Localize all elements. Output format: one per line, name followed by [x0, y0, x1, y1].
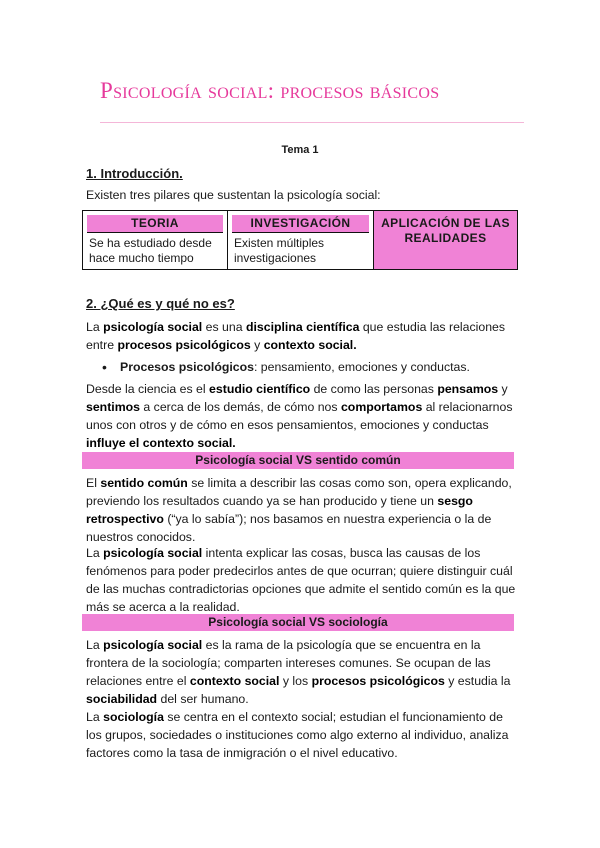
pillar-head: INVESTIGACIÓN	[232, 215, 369, 233]
text-run: es una	[202, 320, 246, 334]
text-run: Desde la ciencia es el	[86, 382, 210, 396]
bold-run: psicología social	[103, 320, 203, 334]
text-run: La	[86, 320, 104, 334]
bold-run: sociología	[103, 710, 164, 724]
section-heading-definition: 2. ¿Qué es y qué no es?	[86, 296, 235, 311]
list-item	[86, 358, 518, 376]
text-run: se limita a describir las cosas como son, opera explicando, previendo los resultados cuando ya se han producido y tiene un	[86, 476, 512, 508]
pillar-text	[380, 246, 511, 249]
bold-run: pensamos	[437, 382, 499, 396]
text-run: de como las personas	[310, 382, 438, 396]
definition-paragraph-1	[86, 318, 518, 354]
text-run: (“ya lo sabía”); nos basamos en nuestra experiencia o la de nuestros conocidos.	[86, 512, 492, 544]
text-run: : pensamiento, emociones y conductas.	[253, 360, 470, 374]
bold-run: sociabilidad	[86, 692, 158, 706]
bold-run: comportamos	[340, 400, 423, 414]
pillar-head: APLICACIÓN DE LAS REALIDADES	[381, 216, 510, 245]
title-divider	[100, 122, 524, 123]
text-run: La	[86, 638, 104, 652]
text-run: al relacionarnos unos con otros y de cómo en esos pensamientos, emociones y conductas	[86, 400, 513, 432]
definition-paragraph-2	[86, 380, 518, 452]
intro-lead: Existen tres pilares que sustentan la psicología social:	[86, 188, 381, 202]
bold-run: procesos psicológicos	[311, 674, 445, 688]
text-run: La	[86, 546, 104, 560]
pillar-research	[227, 211, 373, 269]
text-run: y los	[279, 674, 312, 688]
document-subtitle: Tema 1	[281, 144, 319, 156]
text-run: a cerca de los demás, de cómo nos	[140, 400, 341, 414]
bold-run: disciplina científica	[245, 320, 360, 334]
text-run: es la rama de la psicología que se encuentra en la frontera de la sociología; comparten intereses comunes. Se ocupan de las relaciones entre el	[86, 638, 491, 688]
text-run: La	[86, 710, 104, 724]
bold-run: contexto social	[189, 674, 280, 688]
text-run: y estudia la	[444, 674, 511, 688]
band-sociology: Psicología social VS sociología	[82, 614, 514, 631]
section-heading-introduction: 1. Introducción.	[86, 166, 183, 181]
pillar-application	[373, 211, 517, 269]
sociology-paragraph-2	[86, 708, 518, 762]
text-run: y	[250, 338, 264, 352]
pillar-head: TEORIA	[87, 215, 223, 233]
text-run: se centra en el contexto social; estudian el funcionamiento de los grupos, sociedades o instituciones como algo externo al individuo, analiza factores como la tasa de inmigración o el nivel educativo.	[86, 710, 509, 760]
text-run: que estudia las relaciones entre	[86, 320, 506, 352]
bold-run: sesgo retrospectivo	[86, 494, 473, 526]
common-sense-paragraph-1	[86, 474, 518, 546]
bold-run: influye el contexto social.	[86, 436, 236, 450]
pillar-text: Existen múltiples investigaciones	[234, 236, 325, 265]
bold-run: procesos psicológicos	[117, 338, 251, 352]
sociology-paragraph-1	[86, 636, 518, 708]
pillars-table	[82, 210, 518, 270]
bold-run: psicología social	[103, 638, 203, 652]
bold-run: sentimos	[86, 400, 140, 414]
bold-run: Procesos psicológicos	[120, 360, 254, 374]
bold-run: psicología social	[103, 546, 203, 560]
bold-run: contexto social.	[263, 338, 357, 352]
pillar-text: Se ha estudiado desde hace mucho tiempo	[89, 236, 212, 265]
psych-processes-list	[86, 358, 518, 376]
common-sense-paragraph-2	[86, 544, 518, 616]
text-run: El	[86, 476, 101, 490]
bold-run: estudio científico	[209, 382, 311, 396]
text-run: intenta explicar las cosas, busca las causas de los fenómenos para poder predecirlos antes de que ocurran; quiere distinguir cuál de las muchas contradictorias opciones que admite el sentido común es la que más se acerca a la realidad.	[86, 546, 516, 614]
document-title: Psicología social: procesos básicos	[100, 78, 440, 103]
band-common-sense: Psicología social VS sentido común	[82, 452, 514, 469]
text-run: del ser humano.	[157, 692, 249, 706]
text-run: y	[498, 382, 508, 396]
bold-run: sentido común	[100, 476, 188, 490]
pillar-theory	[83, 211, 227, 269]
